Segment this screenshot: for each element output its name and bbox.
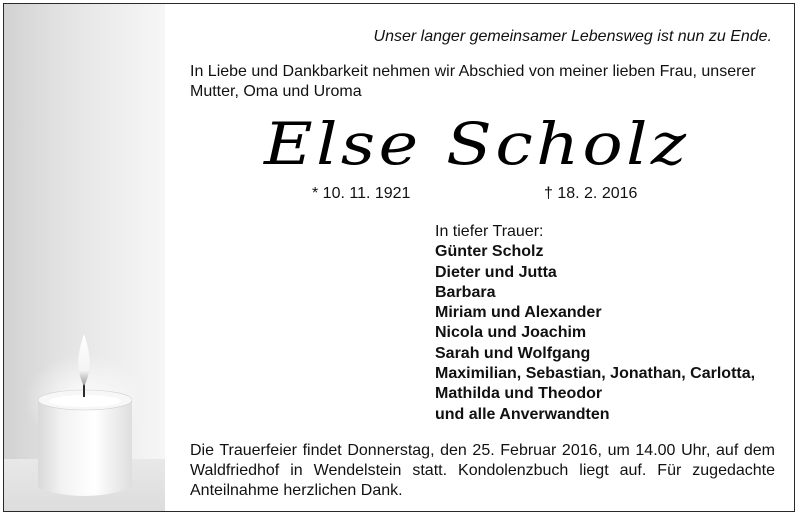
mourner-entry: Barbara: [435, 283, 496, 301]
mourner-entry: Maximilian, Sebastian, Jonathan, Carlotta,: [435, 365, 756, 383]
mourner-entry: Mathilda und Theodor: [435, 385, 603, 403]
mourners-list: [435, 222, 755, 425]
mourner-entry: und alle Anverwandten: [435, 405, 610, 423]
candle-body: [38, 400, 132, 496]
mourner-entry: Günter Scholz: [435, 243, 544, 261]
funeral-details: Die Trauerfeier findet Donnerstag, den 25. Februar 2016, um 14.00 Uhr, auf dem Waldfriedhof in Wendelstein statt. Kondolenzbuch liegt auf. Für zugedachte Anteilnahme herzlichen Dank.: [190, 442, 775, 499]
obituary-notice: [3, 3, 795, 512]
intro-text: In Liebe und Dankbarkeit nehmen wir Abschied von meiner lieben Frau, unserer Mutter, Oma und Uroma: [190, 63, 756, 100]
candle-image: [4, 4, 165, 511]
birth-date: * 10. 11. 1921: [312, 185, 411, 202]
death-date: † 18. 2. 2016: [544, 185, 638, 202]
mourner-entry: Nicola und Joachim: [435, 324, 587, 342]
motto: Unser langer gemeinsamer Lebensweg ist nun zu Ende.: [373, 28, 772, 45]
mourner-entry: Sarah und Wolfgang: [435, 344, 591, 362]
mourners-label: In tiefer Trauer:: [435, 223, 544, 240]
notice-text: [187, 4, 777, 511]
deceased-name: Else Scholz: [264, 110, 690, 178]
mourner-entry: Dieter und Jutta: [435, 263, 557, 281]
mourner-entry: Miriam und Alexander: [435, 304, 602, 322]
candle-illustration: [4, 4, 165, 512]
